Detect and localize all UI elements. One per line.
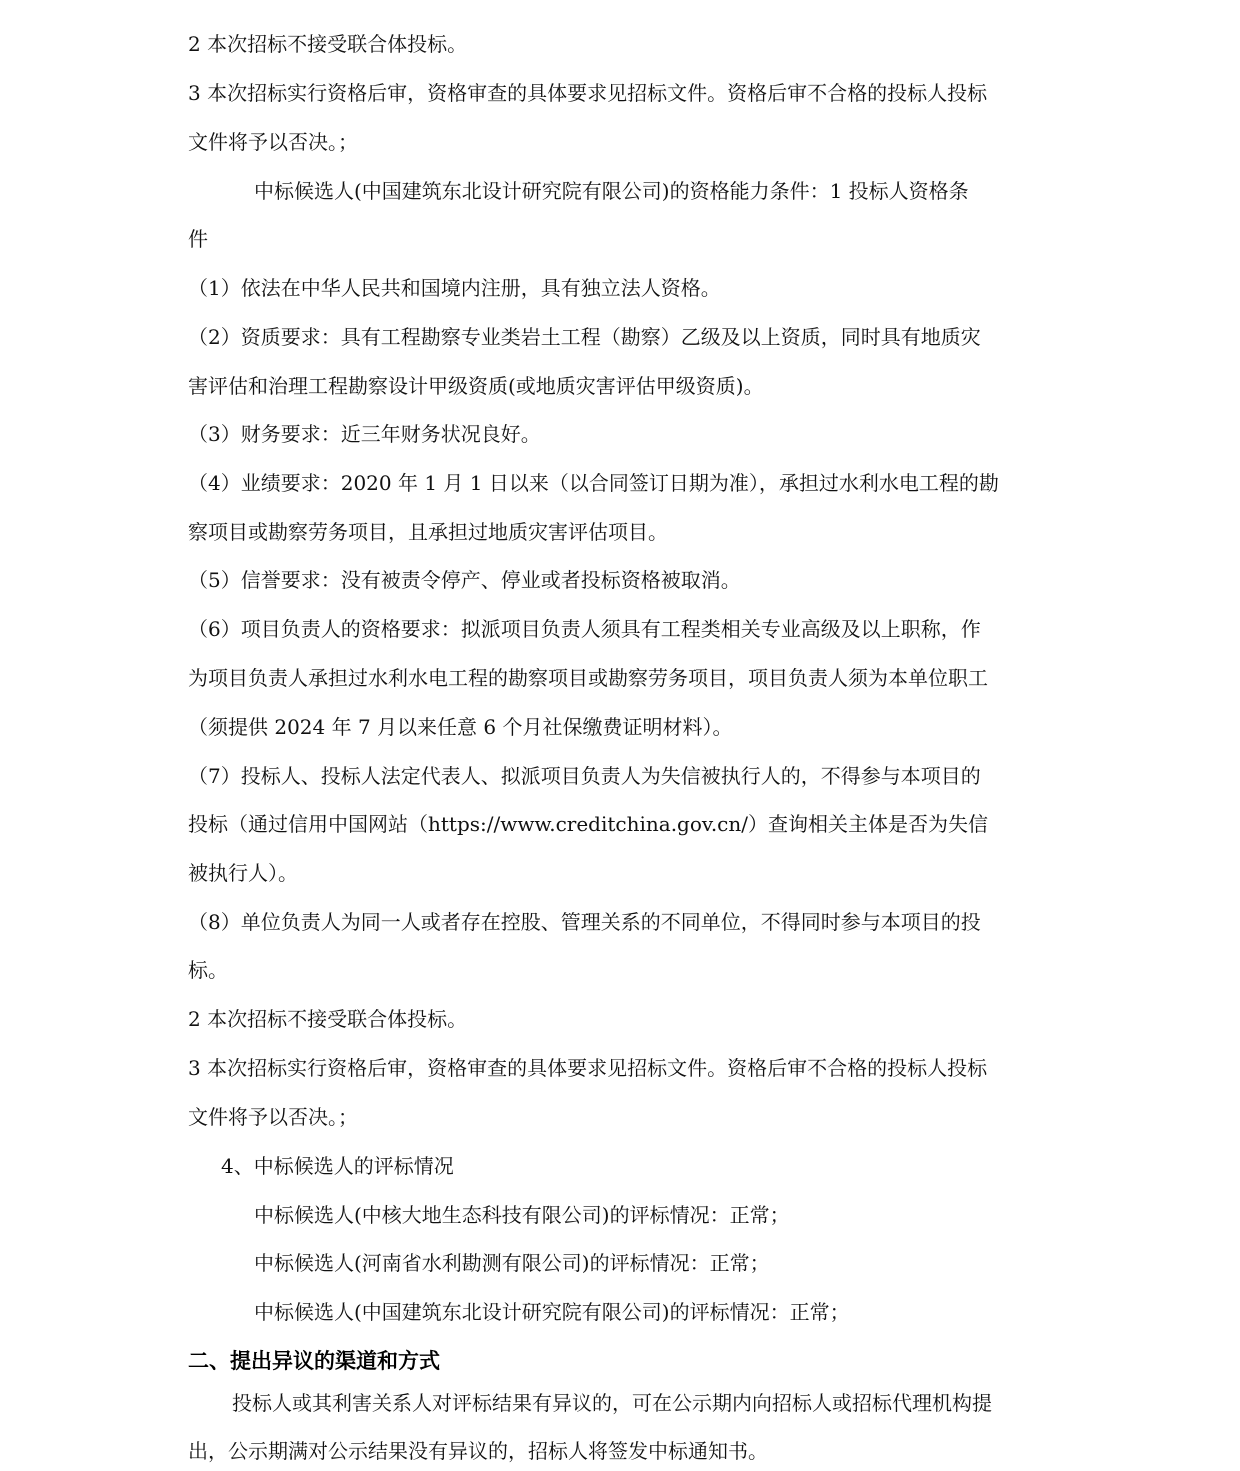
text-line: 标。	[188, 958, 228, 982]
text-line: 为项目负责人承担过水利水电工程的勘察项目或勘察劳务项目，项目负责人须为本单位职工	[188, 666, 988, 690]
text-line: 投标人或其利害关系人对评标结果有异议的，可在公示期内向招标人或招标代理机构提	[232, 1391, 992, 1415]
text-line: 件	[188, 227, 208, 251]
text-line: 2 本次招标不接受联合体投标。	[188, 32, 468, 56]
text-line: （7）投标人、投标人法定代表人、拟派项目负责人为失信被执行人的，不得参与本项目的	[188, 764, 981, 788]
text-line: （3）财务要求：近三年财务状况良好。	[188, 422, 541, 446]
text-line: 投标（通过信用中国网站（https://www.creditchina.gov.cn/）查询相关主体是否为失信	[188, 812, 988, 836]
text-line: 2 本次招标不接受联合体投标。	[188, 1007, 468, 1031]
section-heading: 二、提出异议的渠道和方式	[188, 1349, 440, 1373]
text-line: 中标候选人(中核大地生态科技有限公司)的评标情况：正常；	[254, 1203, 790, 1227]
text-line: 文件将予以否决。；	[188, 1105, 358, 1129]
text-line: 3 本次招标实行资格后审，资格审查的具体要求见招标文件。资格后审不合格的投标人投标	[188, 1056, 988, 1080]
text-line: 中标候选人(中国建筑东北设计研究院有限公司)的评标情况：正常；	[254, 1300, 850, 1324]
text-line: （2）资质要求：具有工程勘察专业类岩土工程（勘察）乙级及以上资质，同时具有地质灾	[188, 325, 981, 349]
text-line: （8）单位负责人为同一人或者存在控股、管理关系的不同单位，不得同时参与本项目的投	[188, 910, 981, 934]
section-subtitle: 4、中标候选人的评标情况	[221, 1154, 454, 1178]
text-line: （5）信誉要求：没有被责令停产、停业或者投标资格被取消。	[188, 568, 741, 592]
text-line: 文件将予以否决。；	[188, 130, 358, 154]
text-line: （须提供 2024 年 7 月以来任意 6 个月社保缴费证明材料）。	[188, 715, 733, 739]
text-line: 被执行人）。	[188, 861, 298, 885]
text-line: 中标候选人(中国建筑东北设计研究院有限公司)的资格能力条件：1 投标人资格条	[254, 179, 969, 203]
text-line: 3 本次招标实行资格后审，资格审查的具体要求见招标文件。资格后审不合格的投标人投标	[188, 81, 988, 105]
text-line: （6）项目负责人的资格要求：拟派项目负责人须具有工程类相关专业高级及以上职称，作	[188, 617, 981, 641]
text-line: 中标候选人(河南省水利勘测有限公司)的评标情况：正常；	[254, 1251, 770, 1275]
text-line: 出，公示期满对公示结果没有异议的，招标人将签发中标通知书。	[188, 1439, 768, 1463]
text-line: （4）业绩要求：2020 年 1 月 1 日以来（以合同签订日期为准），承担过水利水电工程的勘	[188, 471, 999, 495]
text-line: 害评估和治理工程勘察设计甲级资质(或地质灾害评估甲级资质)。	[188, 374, 764, 398]
text-line: 察项目或勘察劳务项目，且承担过地质灾害评估项目。	[188, 520, 668, 544]
text-line: （1）依法在中华人民共和国境内注册，具有独立法人资格。	[188, 276, 721, 300]
